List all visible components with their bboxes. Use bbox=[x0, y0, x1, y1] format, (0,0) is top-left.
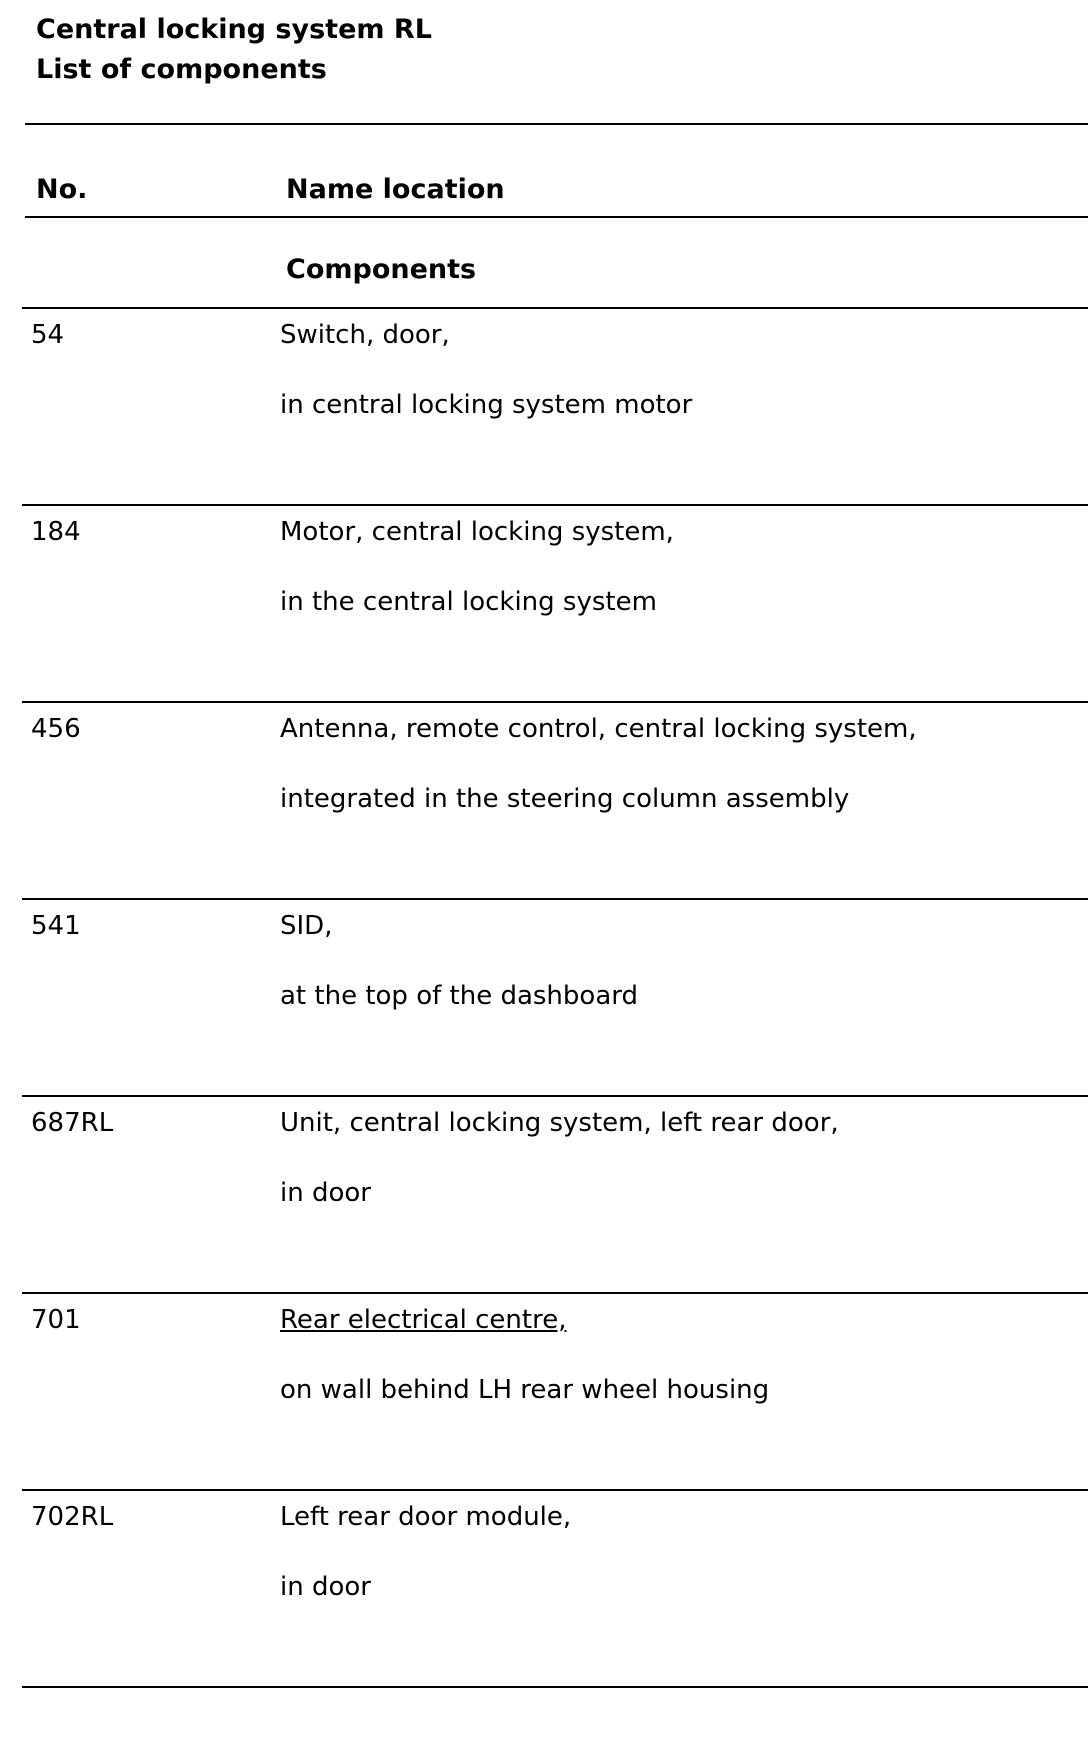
component-number: 541 bbox=[31, 911, 81, 941]
component-number: 687RL bbox=[31, 1108, 114, 1138]
table-row bbox=[0, 506, 1088, 703]
component-number: 184 bbox=[31, 517, 81, 547]
component-location: at the top of the dashboard bbox=[280, 981, 638, 1011]
title-divider bbox=[25, 123, 1088, 125]
component-name: Unit, central locking system, left rear door, bbox=[280, 1108, 839, 1138]
table-row bbox=[0, 1294, 1088, 1491]
section-label-components: Components bbox=[286, 254, 477, 285]
table-row bbox=[0, 1097, 1088, 1294]
component-location: on wall behind LH rear wheel housing bbox=[280, 1375, 770, 1405]
header-divider bbox=[25, 216, 1088, 218]
table-row bbox=[0, 1491, 1088, 1688]
document-subtitle: List of components bbox=[36, 54, 327, 85]
component-location: in the central locking system bbox=[280, 587, 657, 617]
component-name: Motor, central locking system, bbox=[280, 517, 674, 547]
component-name: SID, bbox=[280, 911, 333, 941]
component-number: 456 bbox=[31, 714, 81, 744]
column-header-name-location: Name location bbox=[286, 174, 505, 205]
component-name: Antenna, remote control, central locking system, bbox=[280, 714, 917, 744]
document-title-block bbox=[36, 10, 432, 90]
component-name: Left rear door module, bbox=[280, 1502, 572, 1532]
component-name-link[interactable]: Rear electrical centre, bbox=[280, 1305, 567, 1335]
component-name: Switch, door, bbox=[280, 320, 450, 350]
component-number: 54 bbox=[31, 320, 65, 350]
component-location: in central locking system motor bbox=[280, 390, 693, 420]
row-divider bbox=[22, 1686, 1088, 1688]
component-location: integrated in the steering column assembly bbox=[280, 784, 850, 814]
component-location: in door bbox=[280, 1572, 371, 1602]
table-row bbox=[0, 703, 1088, 900]
component-number: 701 bbox=[31, 1305, 81, 1335]
column-header-number: No. bbox=[36, 174, 88, 205]
component-number: 702RL bbox=[31, 1502, 114, 1532]
table-row bbox=[0, 900, 1088, 1097]
table-row bbox=[0, 309, 1088, 506]
document-title: Central locking system RL bbox=[36, 14, 432, 45]
component-location: in door bbox=[280, 1178, 371, 1208]
